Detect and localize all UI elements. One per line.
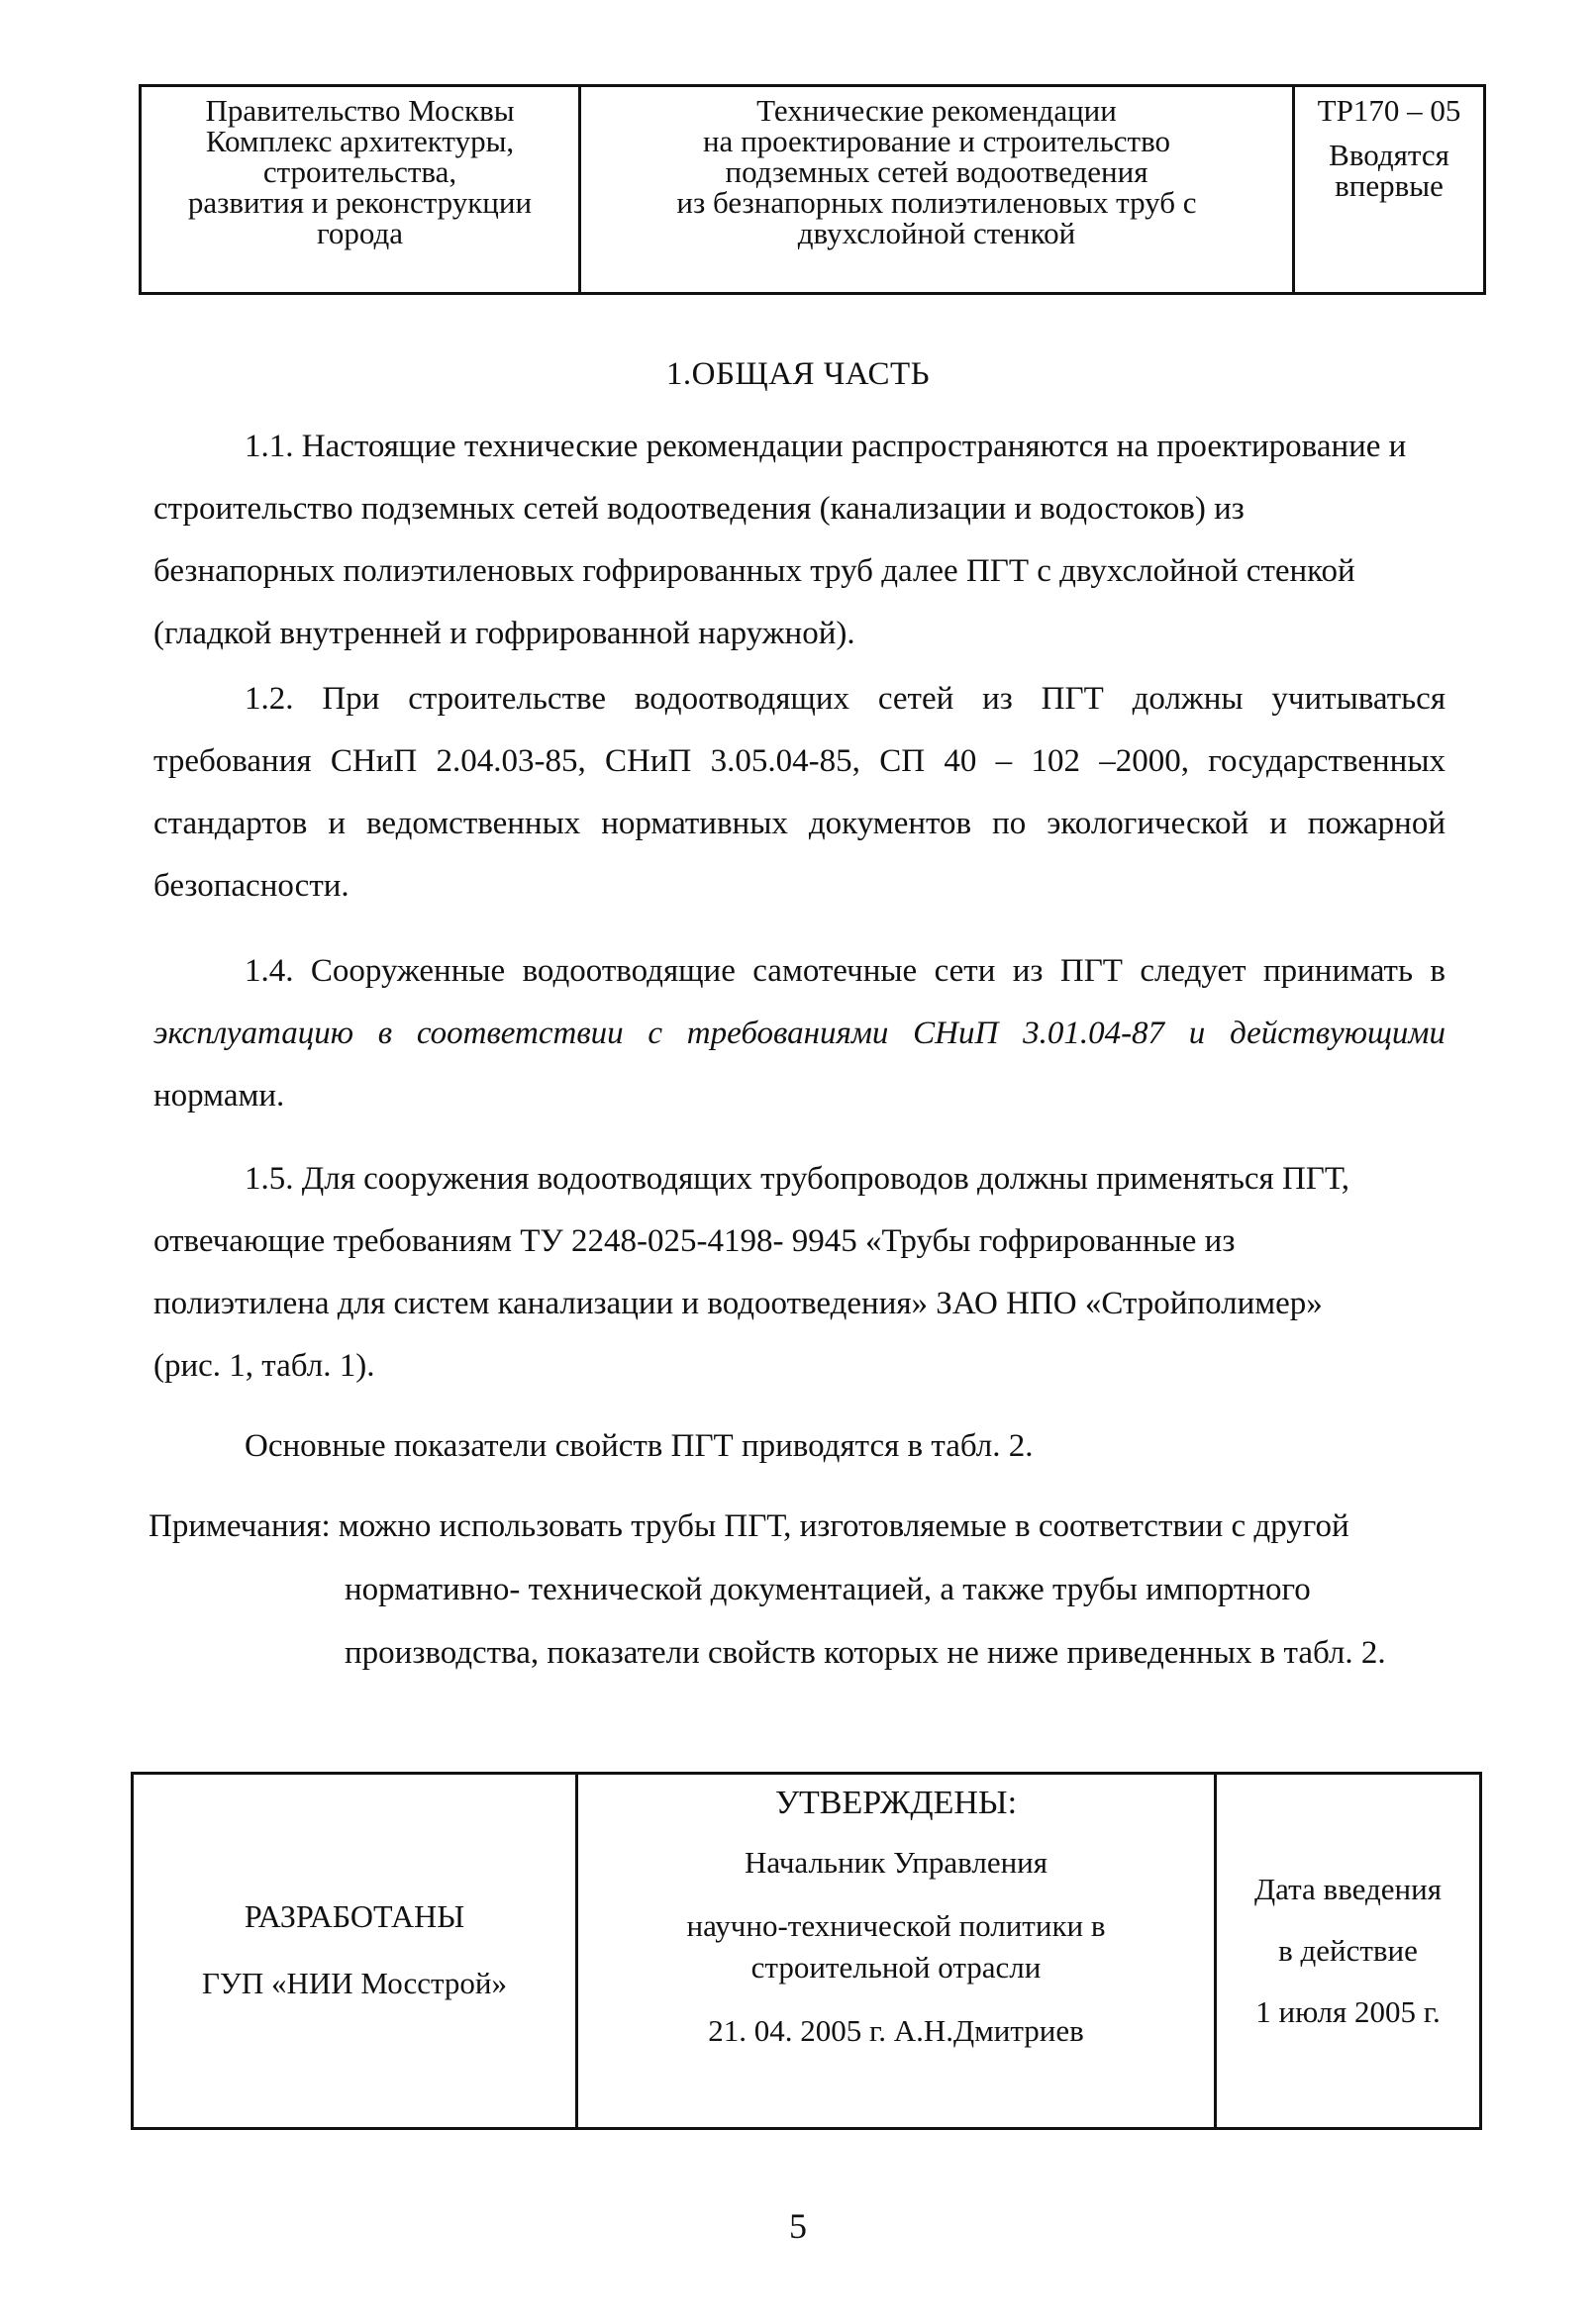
org-line: строительства, bbox=[262, 154, 457, 189]
paragraph-1-1 bbox=[153, 416, 1446, 665]
header-organization bbox=[141, 86, 580, 294]
paragraph-line: (гладкой внутренней и гофрированной наружной). bbox=[153, 616, 855, 651]
header-table bbox=[139, 84, 1486, 295]
paragraph-line: безнапорных полиэтиленовых гофрированных труб далее ПГТ с двухслойной стенкой bbox=[153, 553, 1355, 589]
paragraph-line: безопасности. bbox=[153, 868, 349, 904]
title-line: подземных сетей водоотведения bbox=[725, 154, 1148, 189]
title-line: двухслойной стенкой bbox=[797, 216, 1076, 250]
paragraph-line: Основные показатели свойств ПГТ приводятся в табл. 2. bbox=[245, 1428, 1034, 1464]
title-line: из безнапорных полиэтиленовых труб с bbox=[676, 185, 1197, 220]
org-line: развития и реконструкции bbox=[187, 185, 533, 220]
note-line: можно использовать трубы ПГТ, изготовляемые в соответствии с другой bbox=[338, 1508, 1349, 1544]
effective-date-cell bbox=[1216, 1774, 1481, 2129]
paragraph-line: (рис. 1, табл. 1). bbox=[153, 1348, 375, 1384]
document-code: ТР170 – 05 bbox=[1317, 93, 1461, 128]
paragraph-line: нормами. bbox=[153, 1078, 285, 1114]
approver-signature: 21. 04. 2005 г. А.Н.Дмитриев bbox=[708, 2013, 1084, 2048]
note-block bbox=[149, 1495, 1465, 1685]
paragraph-line: строительство подземных сетей водоотведения (канализации и водостоков) из bbox=[153, 491, 1245, 527]
note-first-row bbox=[149, 1495, 1465, 1558]
section-title: 1.ОБЩАЯ ЧАСТЬ bbox=[665, 356, 931, 392]
developed-cell bbox=[133, 1774, 577, 2129]
org-line: города bbox=[316, 216, 404, 250]
paragraph-line: 1.5. Для сооружения водоотводящих трубопроводов должны применяться ПГТ, bbox=[245, 1161, 1349, 1197]
paragraph-main-properties bbox=[153, 1415, 1446, 1478]
paragraph-line: 1.4. Сооруженные водоотводящие самотечные сети из ПГТ следует принимать в bbox=[245, 953, 1446, 989]
effective-date: 1 июля 2005 г. bbox=[1255, 1994, 1441, 2029]
approver-line: строительной отрасли bbox=[750, 1950, 1042, 1985]
paragraph-line: отвечающие требованиям ТУ 2248-025-4198- 9945 «Трубы гофрированные из bbox=[153, 1223, 1236, 1259]
title-line: на проектирование и строительство bbox=[702, 124, 1171, 158]
approval-table bbox=[131, 1772, 1482, 2130]
org-line: Правительство Москвы bbox=[205, 93, 515, 128]
effective-line: Дата введения bbox=[1254, 1872, 1442, 1906]
paragraph-1-5 bbox=[153, 1148, 1446, 1398]
intro-line: впервые bbox=[1335, 168, 1444, 203]
note-line: производства, показатели свойств которых не ниже приведенных в табл. 2. bbox=[345, 1635, 1386, 1671]
approved-label: УТВЕРЖДЕНЫ: bbox=[774, 1785, 1018, 1821]
intro-line: Вводятся bbox=[1329, 138, 1449, 172]
paragraph-line: требования СНиП 2.04.03-85, СНиП 3.05.04-85, СП 40 – 102 –2000, государственных bbox=[153, 743, 1446, 779]
org-line: Комплекс архитектуры, bbox=[205, 124, 515, 158]
paragraph-line: 1.1. Настоящие технические рекомендации распространяются на проектирование и bbox=[245, 429, 1407, 464]
effective-line: в действие bbox=[1278, 1933, 1418, 1968]
developer-name: ГУП «НИИ Мосстрой» bbox=[201, 1965, 508, 2000]
header-code-cell bbox=[1294, 86, 1485, 294]
page-number: 5 bbox=[789, 2206, 807, 2246]
paragraph-line: эксплуатацию в соответствии с требованиями СНиП 3.01.04-87 и действующими bbox=[153, 1016, 1446, 1051]
developed-label: РАЗРАБОТАНЫ bbox=[244, 1897, 465, 1934]
approver-line: Начальник Управления bbox=[744, 1845, 1048, 1880]
title-line: Технические рекомендации bbox=[756, 93, 1117, 128]
header-document-title bbox=[580, 86, 1294, 294]
paragraph-1-4 bbox=[153, 940, 1446, 1127]
paragraph-line: 1.2. При строительстве водоотводящих сетей из ПГТ должны учитываться bbox=[245, 681, 1446, 717]
note-label: Примечания: bbox=[149, 1508, 331, 1544]
approved-cell bbox=[577, 1774, 1216, 2129]
paragraph-line: полиэтилена для систем канализации и водоотведения» ЗАО НПО «Стройполимер» bbox=[153, 1286, 1323, 1321]
approver-line: научно-технической политики в bbox=[686, 1908, 1106, 1943]
note-line: нормативно- технической документацией, а также трубы импортного bbox=[345, 1572, 1311, 1607]
paragraph-line: стандартов и ведомственных нормативных документов по экологической и пожарной bbox=[153, 806, 1446, 841]
paragraph-1-2 bbox=[153, 668, 1446, 918]
